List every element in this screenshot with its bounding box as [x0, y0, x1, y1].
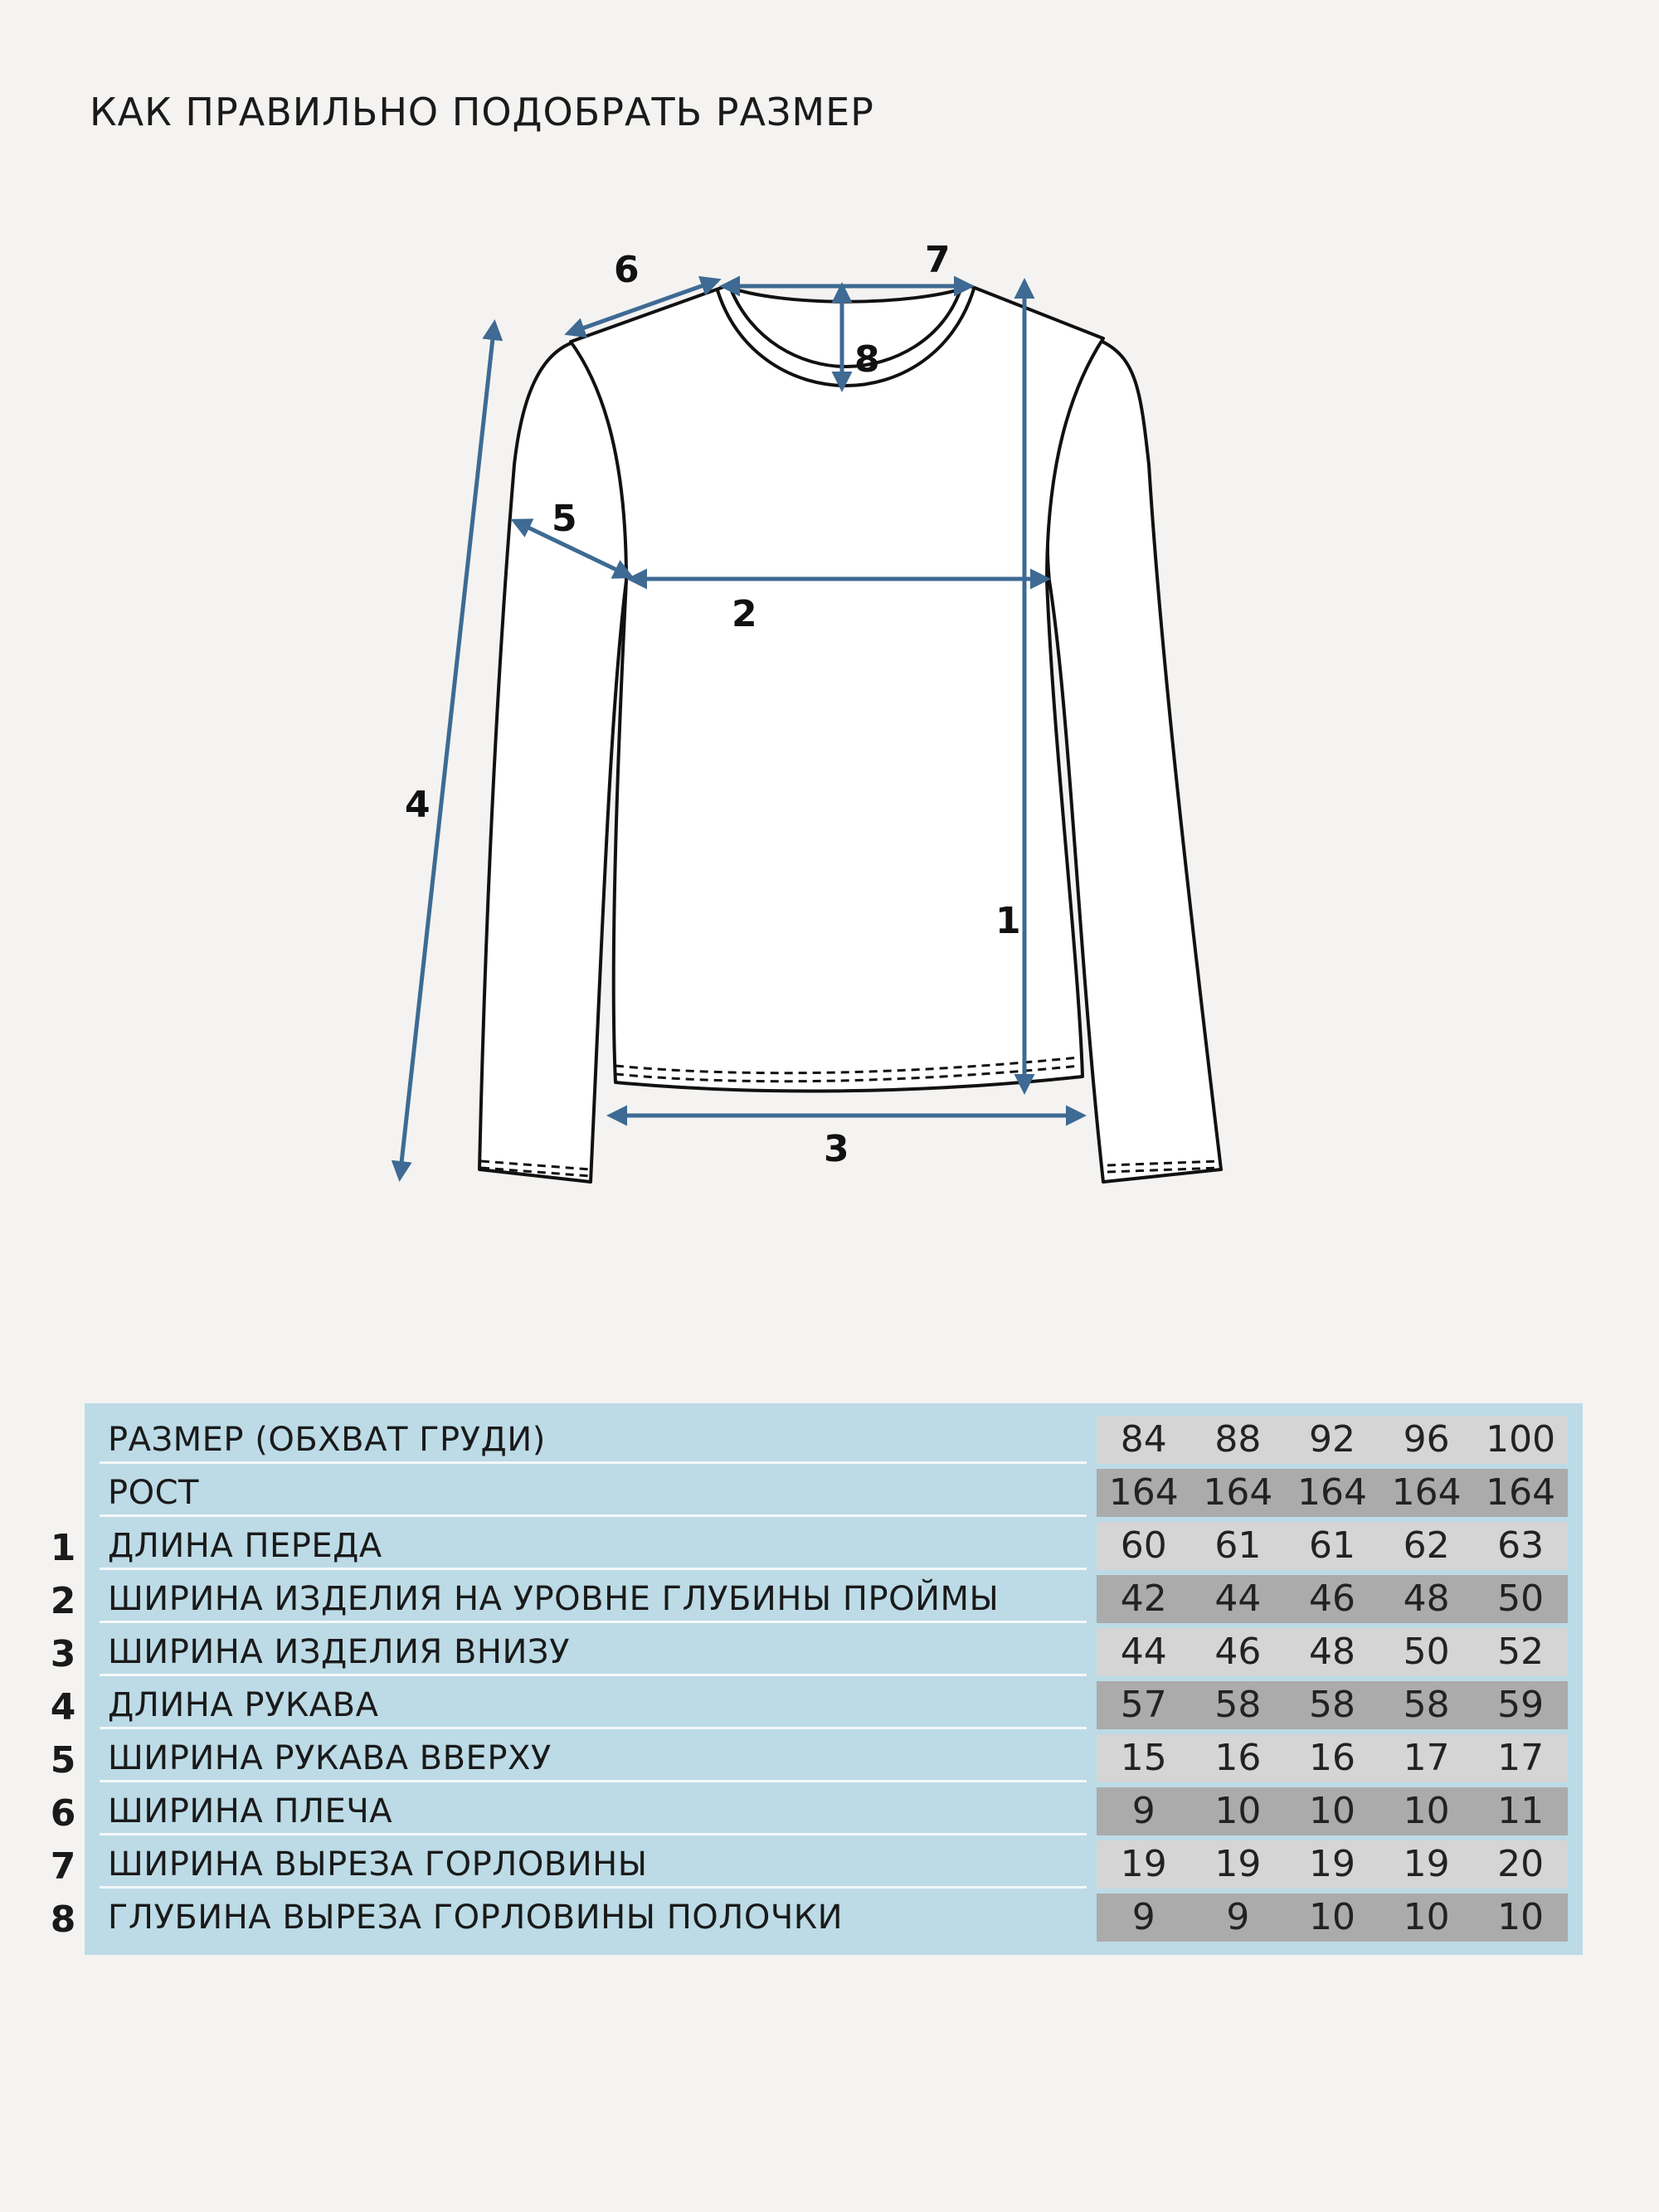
label-1: 1: [995, 900, 1021, 942]
table-cell: 59: [1497, 1684, 1545, 1726]
table-cell: 61: [1308, 1524, 1355, 1567]
table-cell: 48: [1308, 1631, 1355, 1673]
table-cell: 44: [1120, 1631, 1167, 1673]
table-cell: 11: [1497, 1790, 1545, 1832]
row-divider: [100, 1621, 1087, 1623]
table-cell: 42: [1120, 1578, 1167, 1620]
row-label: ШИРИНА ИЗДЕЛИЯ НА УРОВНЕ ГЛУБИНЫ ПРОЙМЫ: [108, 1580, 1000, 1618]
row-values: [1097, 1734, 1568, 1782]
row-values: [1097, 1575, 1568, 1623]
row-divider: [100, 1514, 1087, 1517]
label-3: 3: [824, 1128, 849, 1170]
label-6: 6: [614, 249, 640, 291]
table-cell: 96: [1403, 1418, 1450, 1461]
table-row: [100, 1575, 1568, 1623]
arrow-4-sleeve-length: [400, 323, 494, 1178]
table-cell: 10: [1403, 1790, 1450, 1832]
table-cell: 19: [1120, 1843, 1167, 1885]
row-divider: [100, 1833, 1087, 1835]
table-row: [100, 1628, 1568, 1676]
row-label: РАЗМЕР (ОБХВАТ ГРУДИ): [108, 1421, 546, 1459]
row-divider: [100, 1568, 1087, 1570]
table-cell: 9: [1131, 1896, 1155, 1938]
table-cell: 10: [1308, 1790, 1355, 1832]
row-divider: [100, 1461, 1087, 1464]
table-cell: 164: [1486, 1471, 1556, 1514]
row-number: 8: [50, 1898, 76, 1941]
row-values: [1097, 1522, 1568, 1570]
table-row: [100, 1840, 1568, 1889]
row-number: 7: [50, 1845, 76, 1888]
table-cell: 62: [1403, 1524, 1450, 1567]
table-cell: 57: [1120, 1684, 1167, 1726]
table-row: [100, 1894, 1568, 1942]
table-cell: 60: [1120, 1524, 1167, 1567]
row-values: [1097, 1628, 1568, 1676]
table-cell: 19: [1308, 1843, 1355, 1885]
table-cell: 164: [1297, 1471, 1367, 1514]
row-label: ДЛИНА РУКАВА: [108, 1686, 379, 1724]
table-cell: 61: [1214, 1524, 1262, 1567]
label-8: 8: [854, 338, 880, 381]
table-row: [100, 1416, 1568, 1464]
table-cell: 9: [1226, 1896, 1250, 1938]
table-cell: 52: [1497, 1631, 1545, 1673]
table-cell: 164: [1391, 1471, 1462, 1514]
table-cell: 16: [1308, 1737, 1355, 1779]
table-row: [100, 1734, 1568, 1782]
row-label: ШИРИНА ПЛЕЧА: [108, 1792, 393, 1830]
row-number: 5: [50, 1739, 76, 1782]
size-table: [85, 1403, 1583, 1955]
row-label: ДЛИНА ПЕРЕДА: [108, 1527, 382, 1565]
table-row: [100, 1469, 1568, 1517]
row-divider: [100, 1674, 1087, 1676]
table-cell: 19: [1214, 1843, 1262, 1885]
table-cell: 10: [1308, 1896, 1355, 1938]
row-label: ШИРИНА РУКАВА ВВЕРХУ: [108, 1739, 552, 1777]
label-7: 7: [925, 239, 951, 281]
table-cell: 100: [1486, 1418, 1556, 1461]
row-values: [1097, 1416, 1568, 1464]
row-divider: [100, 1886, 1087, 1889]
row-values: [1097, 1894, 1568, 1942]
table-cell: 15: [1120, 1737, 1167, 1779]
table-cell: 44: [1214, 1578, 1262, 1620]
row-label: ШИРИНА ИЗДЕЛИЯ ВНИЗУ: [108, 1633, 570, 1671]
label-2: 2: [732, 593, 757, 635]
row-divider: [100, 1780, 1087, 1782]
table-cell: 10: [1497, 1896, 1545, 1938]
sweater-outline: [479, 284, 1221, 1182]
table-cell: 84: [1120, 1418, 1167, 1461]
row-values: [1097, 1787, 1568, 1835]
table-cell: 19: [1403, 1843, 1450, 1885]
table-cell: 50: [1497, 1578, 1545, 1620]
table-cell: 20: [1497, 1843, 1545, 1885]
row-number: 3: [50, 1633, 76, 1675]
table-cell: 58: [1308, 1684, 1355, 1726]
table-cell: 63: [1497, 1524, 1545, 1567]
table-cell: 16: [1214, 1737, 1262, 1779]
table-row: [100, 1522, 1568, 1570]
page-title: КАК ПРАВИЛЬНО ПОДОБРАТЬ РАЗМЕР: [90, 90, 874, 134]
table-row: [100, 1787, 1568, 1835]
left-sleeve: [479, 340, 627, 1182]
table-cell: 50: [1403, 1631, 1450, 1673]
table-cell: 10: [1403, 1896, 1450, 1938]
table-cell: 92: [1308, 1418, 1355, 1461]
row-divider: [100, 1727, 1087, 1729]
label-4: 4: [405, 784, 431, 826]
row-label: РОСТ: [108, 1474, 199, 1512]
row-label: ГЛУБИНА ВЫРЕЗА ГОРЛОВИНЫ ПОЛОЧКИ: [108, 1898, 844, 1937]
table-cell: 17: [1497, 1737, 1545, 1779]
table-cell: 58: [1214, 1684, 1262, 1726]
row-values: [1097, 1469, 1568, 1517]
row-label: ШИРИНА ВЫРЕЗА ГОРЛОВИНЫ: [108, 1845, 648, 1884]
table-cell: 88: [1214, 1418, 1262, 1461]
table-cell: 48: [1403, 1578, 1450, 1620]
row-number: 1: [50, 1527, 76, 1569]
row-number: 4: [50, 1686, 76, 1728]
table-cell: 164: [1108, 1471, 1179, 1514]
row-values: [1097, 1681, 1568, 1729]
label-5: 5: [552, 498, 577, 540]
table-cell: 46: [1214, 1631, 1262, 1673]
table-cell: 46: [1308, 1578, 1355, 1620]
table-cell: 9: [1131, 1790, 1155, 1832]
table-cell: 164: [1203, 1471, 1273, 1514]
table-cell: 10: [1214, 1790, 1262, 1832]
table-cell: 17: [1403, 1737, 1450, 1779]
row-values: [1097, 1840, 1568, 1889]
row-number: 2: [50, 1580, 76, 1622]
row-number: 6: [50, 1792, 76, 1835]
table-cell: 58: [1403, 1684, 1450, 1726]
table-row: [100, 1681, 1568, 1729]
